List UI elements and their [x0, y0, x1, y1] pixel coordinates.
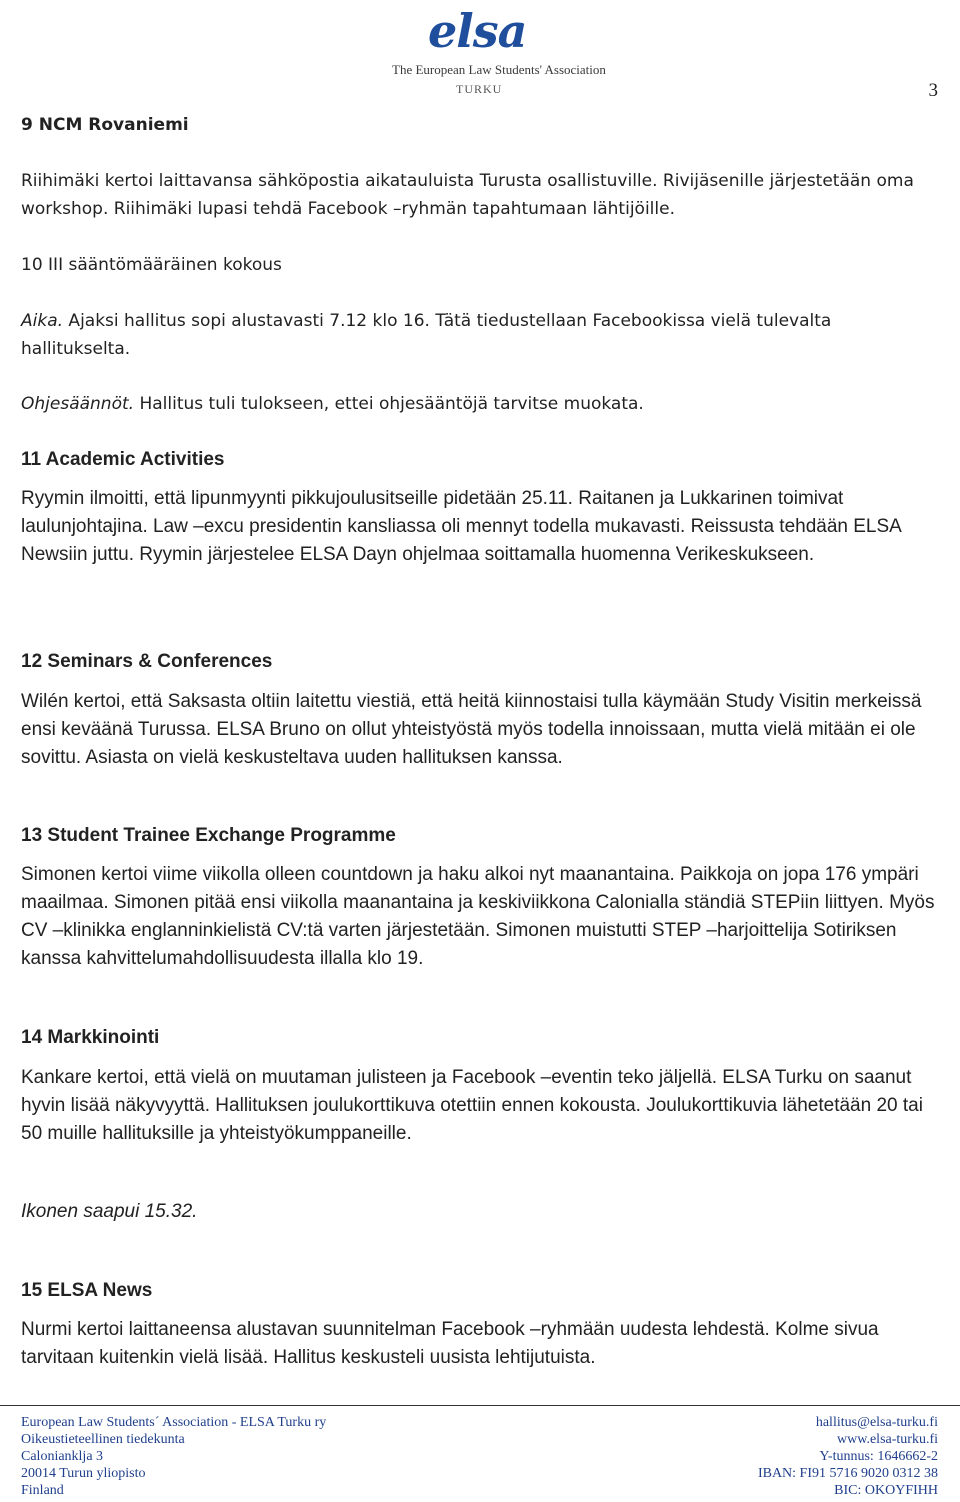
- section-14-body: Kankare kertoi, että vielä on muutaman julisteen ja Facebook –eventin teko jäljellä. ELSA Turku on saanut hyvin lisää näkyvyyttä. Hallituksen joulukorttikuva otettiin ennen kokousta. Joulukorttikuvia lähetetään 20 tai 50 muille hallituksille ja yhteistyökumppaneille.: [21, 1067, 923, 1144]
- footer-country: Finland: [21, 1483, 64, 1498]
- footer-postal: 20014 Turun yliopisto: [21, 1466, 146, 1481]
- footer-faculty: Oikeustieteellinen tiedekunta: [21, 1432, 185, 1447]
- aika-label: Aika.: [21, 311, 64, 331]
- section-15-body: Nurmi kertoi laittaneensa alustavan suunnitelman Facebook –ryhmään uudesta lehdestä. Kolme sivua tarvitaan kuitenkin vielä lisää. Hallitus keskusteli uusista lehtijutuista.: [21, 1319, 879, 1368]
- section-12-body: Wilén kertoi, että Saksasta oltiin laitettu viestiä, että heitä kiinnostaisi tulla käymään Study Visitin merkeissä ensi keväänä Turussa. ELSA Bruno on ollut yhteistyöstä myös todella innoissaan, mutta vielä mitään ei ole sovittu. Asiasta on vielä keskusteltava uuden hallituksen kanssa.: [21, 691, 922, 768]
- section-13-heading: 13 Student Trainee Exchange Programme: [21, 825, 396, 846]
- page-number: 3: [928, 80, 938, 101]
- section-12-heading: 12 Seminars & Conferences: [21, 651, 273, 672]
- section-10-aika: [21, 307, 939, 363]
- logo-wordmark: elsa: [428, 4, 527, 58]
- section-9-heading: 9 NCM Rovaniemi: [21, 115, 189, 135]
- logo-subtitle: The European Law Students' Association: [392, 62, 606, 77]
- section-13-body: Simonen kertoi viime viikolla olleen countdown ja haku alkoi nyt maanantaina. Paikkoja on jopa 176 ympäri maailmaa. Simonen pitää ensi viikolla maanantaina ja keskiviikkona Calonialla ständiä STEPiin liittyen. Myös CV –klinikka englanninkielistä CV:tä varten järjestetään. Simonen muistutti STEP –harjoittelija Sotiriksen kanssa kahvittelumahdollisuudesta illalla klo 19.: [21, 864, 935, 969]
- footer-business-id: Y-tunnus: 1646662-2: [819, 1449, 938, 1464]
- footer-address: [21, 1414, 326, 1499]
- footer-email: hallitus@elsa-turku.fi: [815, 1415, 938, 1430]
- arrival-note: Ikonen saapui 15.32.: [21, 1201, 198, 1222]
- elsa-logo: [380, 4, 606, 104]
- footer-website: www.elsa-turku.fi: [837, 1432, 938, 1447]
- footer-bic: BIC: OKOYFIHH: [834, 1483, 938, 1498]
- aika-text: Ajaksi hallitus sopi alustavasti 7.12 klo 16. Tätä tiedustellaan Facebookissa vielä tulevalta hallitukselta.: [21, 311, 832, 359]
- section-14-heading: 14 Markkinointi: [21, 1027, 160, 1048]
- logo-city: TURKU: [456, 82, 503, 96]
- ohje-label: Ohjesäännöt.: [21, 394, 135, 414]
- section-15-heading: 15 ELSA News: [21, 1280, 153, 1301]
- section-10-ohjesaannot: [21, 390, 939, 418]
- ohje-text: Hallitus tuli tulokseen, ettei ohjesääntöjä tarvitse muokata.: [134, 394, 644, 414]
- footer-contact: [758, 1414, 938, 1499]
- section-10-heading: 10 III sääntömääräinen kokous: [21, 255, 282, 275]
- section-9-body: Riihimäki kertoi laittavansa sähköpostia aikatauluista Turusta osallistuville. Rivijäsenille järjestetään oma workshop. Riihimäki lupasi tehdä Facebook –ryhmän tapahtumaan lähtijöille.: [21, 171, 914, 219]
- section-11-heading: 11 Academic Activities: [21, 449, 225, 470]
- section-11-body: Ryymin ilmoitti, että lipunmyynti pikkujoulusitseille pidetään 25.11. Raitanen ja Lukkarinen toimivat laulunjohtajina. Law –excu presidentin kansliassa oli mennyt todella mukavasti. Reissusta tehdään ELSA Newsiin juttu. Ryymin järjestelee ELSA Dayn ohjelmaa soittamalla huomenna Verikeskukseen.: [21, 488, 901, 565]
- footer-org: European Law Students´ Association - ELSA Turku ry: [21, 1415, 327, 1430]
- footer-divider: [0, 1405, 960, 1406]
- footer-iban: IBAN: FI91 5716 9020 0312 38: [757, 1466, 938, 1481]
- footer-street: Calonianklja 3: [21, 1449, 104, 1464]
